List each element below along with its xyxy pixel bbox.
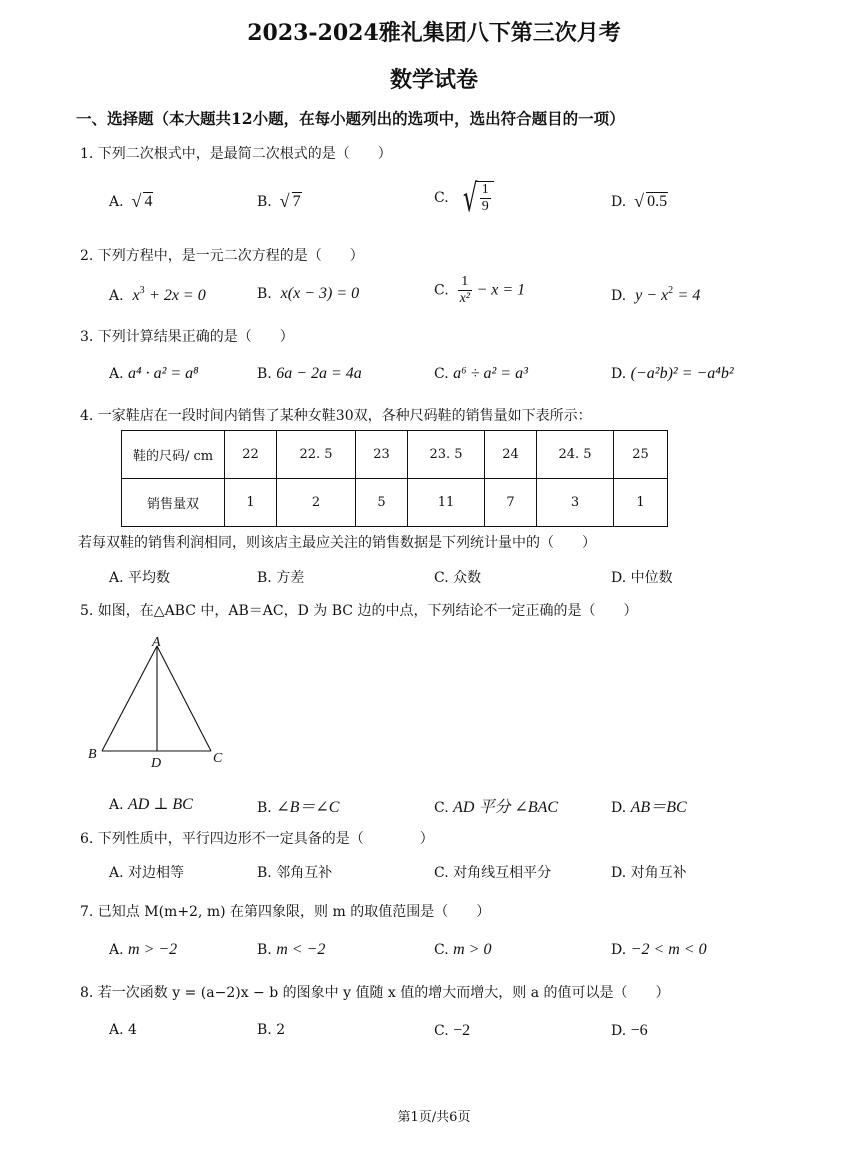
q6-option-c: C. 对角线互相平分 [434, 865, 552, 881]
triangle-figure [80, 634, 240, 774]
q6-option-b: B. 邻角互补 [257, 865, 333, 881]
label-c: C [213, 751, 223, 766]
q8-option-c: C. −2 [434, 1022, 471, 1039]
q3-option-c: C. a⁶ ÷ a² = a³ [434, 365, 528, 382]
table-cell: 22. 5 [277, 431, 356, 479]
q8-option-d: D. −6 [611, 1022, 648, 1039]
q2-option-b: B. x(x − 3) = 0 [257, 285, 360, 302]
question-5-stem: 5. 如图，在△ABC 中，AB＝AC，D 为 BC 边的中点，下列结论不一定正确的是（ ） [80, 603, 638, 619]
table-cell: 23. 5 [408, 431, 485, 479]
table-cell: 22 [225, 431, 277, 479]
shoe-sales-table [121, 430, 668, 527]
page-footer: 第1页/共6页 [397, 1110, 471, 1125]
q1-option-c: C. √ $\frac{1}{9}$ [434, 178, 494, 218]
q4-option-d: D. 中位数 [611, 570, 673, 586]
q8-option-b: B. 2 [257, 1022, 286, 1038]
table-cell: 7 [485, 479, 537, 527]
table-cell: 3 [537, 479, 614, 527]
exam-title: 2023-2024雅礼集团八下第三次月考 [247, 20, 621, 46]
table-row [122, 479, 668, 527]
q7-option-d: D. −2 < m < 0 [611, 941, 707, 958]
q2-option-a: A. $x^3 + 2x = 0$ [109, 285, 206, 304]
question-2-stem: 2. 下列方程中，是一元二次方程的是（ ） [80, 248, 364, 264]
q1-option-a: A. √ 4 [109, 193, 153, 211]
question-4-followup: 若每双鞋的销售利润相同，则该店主最应关注的销售数据是下列统计量中的（ ） [78, 535, 596, 551]
label-b: B [88, 747, 97, 762]
q7-option-c: C. m > 0 [434, 941, 492, 958]
question-4-stem: 4. 一家鞋店在一段时间内销售了某种女鞋30双，各种尺码鞋的销售量如下表所示： [80, 408, 592, 424]
question-6-stem: 6. 下列性质中，平行四边形不一定具备的是（ ） [80, 831, 434, 847]
q5-option-a: A. AD ⊥ BC [109, 796, 193, 813]
table-row [122, 431, 668, 479]
q8-option-a: A. 4 [109, 1022, 137, 1038]
q5-option-b: B. ∠B＝∠C [257, 799, 340, 816]
section-heading: 一、选择题（本大题共12小题，在每小题列出的选项中，选出符合题目的一项） [76, 109, 625, 128]
q6-option-d: D. 对角互补 [611, 865, 687, 881]
q3-option-a: A. a⁴ · a² = a⁸ [109, 365, 199, 382]
q5-option-d: D. AB＝BC [611, 799, 687, 816]
question-3-stem: 3. 下列计算结果正确的是（ ） [80, 329, 294, 345]
question-1-stem: 1. 下列二次根式中，是最简二次根式的是（ ） [80, 146, 392, 162]
side-ac [157, 646, 211, 751]
q3-option-b: B. 6a − 2a = 4a [257, 365, 362, 382]
q2-option-c: C. $\frac{1}{\text{x²}}$ − x = 1 [434, 274, 526, 306]
q4-option-c: C. 众数 [434, 570, 482, 586]
table-cell: 11 [408, 479, 485, 527]
q1-option-b: B. √ 7 [257, 193, 302, 211]
table-cell: 5 [356, 479, 408, 527]
label-a: A [152, 635, 161, 650]
q5-option-c: C. AD 平分 ∠BAC [434, 799, 559, 816]
q6-option-a: A. 对边相等 [109, 865, 185, 881]
question-7-stem: 7. 已知点 M(m+2, m) 在第四象限，则 m 的取值范围是（ ） [80, 904, 491, 920]
q7-option-b: B. m < −2 [257, 941, 326, 958]
table-cell: 24 [485, 431, 537, 479]
table-cell: 24. 5 [537, 431, 614, 479]
question-8-stem: 8. 若一次函数 y = (a−2)x − b 的图象中 y 值随 x 值的增大而增大，则 a 的值可以是（ ） [80, 985, 670, 1001]
table-header-cell: 销售量双 [122, 479, 225, 527]
q3-option-d: D. (−a²b)² = −a⁴b² [611, 365, 734, 382]
q7-option-a: A. m > −2 [109, 941, 178, 958]
exam-subtitle: 数学试卷 [389, 67, 478, 93]
q4-option-b: B. 方差 [257, 570, 305, 586]
side-ab [102, 646, 157, 751]
q2-option-d: D. $y - x^2 = 4$ [611, 285, 701, 304]
q1-option-d: D. √ 0.5 [611, 193, 668, 211]
table-cell: 1 [225, 479, 277, 527]
table-cell: 23 [356, 431, 408, 479]
q4-option-a: A. 平均数 [109, 570, 171, 586]
label-d: D [151, 756, 162, 771]
table-cell: 2 [277, 479, 356, 527]
table-cell: 1 [614, 479, 668, 527]
table-cell: 25 [614, 431, 668, 479]
table-header-cell: 鞋的尺码/ cm [122, 431, 225, 479]
